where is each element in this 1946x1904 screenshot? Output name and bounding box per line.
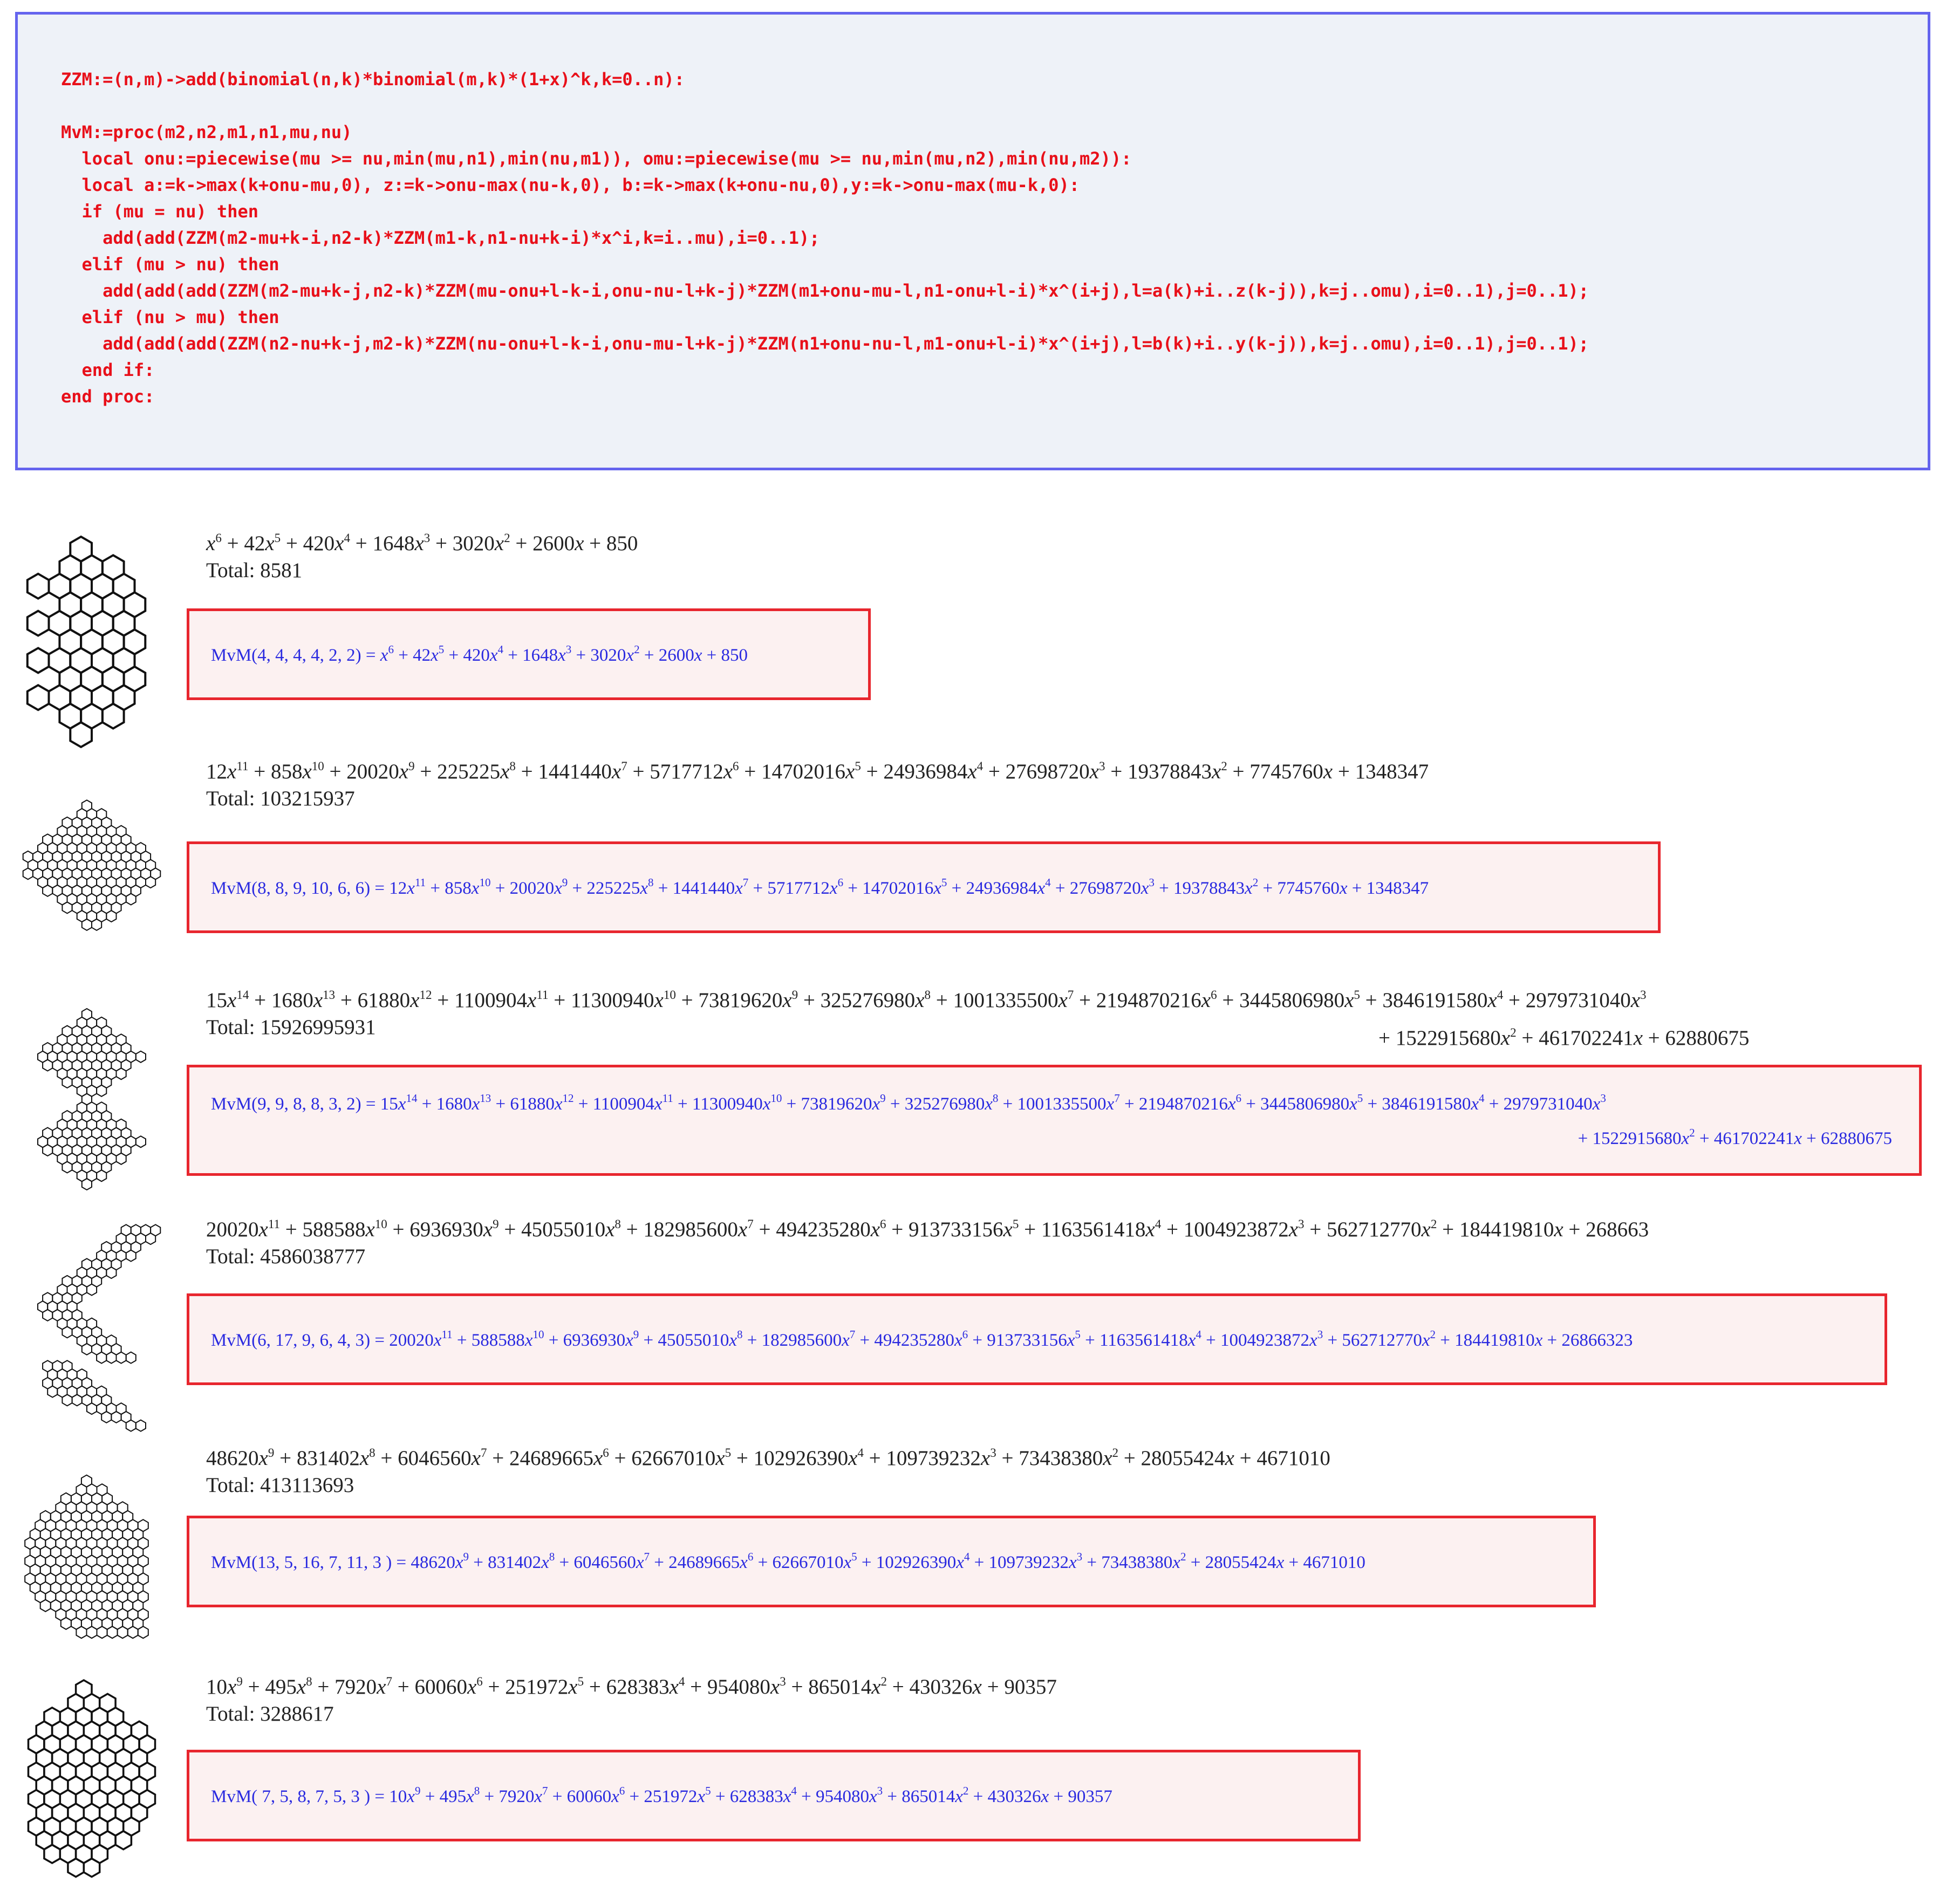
poly-term: $182985600x^7$ xyxy=(643,1217,754,1241)
hexagon-cell xyxy=(40,1600,51,1612)
hexagon-cell xyxy=(106,1267,116,1278)
hexagon-cell xyxy=(87,1403,97,1414)
hexagon-graph-2 xyxy=(22,762,162,977)
poly-term: $6936930x^9$ xyxy=(409,1217,499,1241)
hexagon-cell xyxy=(62,902,72,913)
poly-term: $15x^{14}$ xyxy=(380,1092,418,1114)
polynomial-4: $20020x^{11} + 588588x^{10} + 6936930x^9 + 45055010x^8 + 182985600x^7 + 494235280x^6 + 913733156x^5 + 1163561418x^4 + 1004923872x^3 + 562712770x^2 + 184419810x + 268663$ xyxy=(206,1217,1649,1241)
mvm-call-1: MvM(4, 4, 4, 4, 2, 2) = xyxy=(211,646,380,665)
poly-term: 461702241x xyxy=(1539,1026,1643,1050)
poly-term: $x^6$ xyxy=(206,531,222,555)
poly-term: $20020x^{11}$ xyxy=(206,1217,280,1241)
poly-term: 28055424x xyxy=(1205,1553,1285,1572)
result-poly-6: $10x^9 + 495x^8 + 7920x^7 + 60060x^6 + 251972x^5 + 628383x^4 + 954080x^3 + 865014x^2 + 430326x + 90357$ xyxy=(389,1784,1112,1806)
poly-term: $73438380x^2$ xyxy=(1019,1446,1118,1470)
mvm-call-3: MvM(9, 9, 8, 8, 3, 2) = xyxy=(211,1094,380,1114)
hexagon-cell xyxy=(115,1831,131,1850)
poly-term: $954080x^3$ xyxy=(815,1784,883,1806)
hexagon-cell xyxy=(82,1179,92,1190)
hexagon-cell xyxy=(106,910,116,922)
poly-term: $62667010x^5$ xyxy=(772,1550,857,1572)
result-box-5 xyxy=(187,1516,1596,1607)
poly-term: $45055010x^8$ xyxy=(658,1328,743,1350)
poly-term: $831402x^8$ xyxy=(296,1446,375,1470)
poly-term: $61880x^{12}$ xyxy=(510,1092,574,1114)
poly-term: $12x^{11}$ xyxy=(206,759,249,783)
result-box-4 xyxy=(187,1293,1887,1385)
poly-term: 184419810x xyxy=(1459,1218,1563,1241)
total-5: Total: 413113693 xyxy=(206,1474,354,1497)
hexagon-cell xyxy=(62,1162,72,1173)
result-line-2 xyxy=(211,878,1429,899)
poly-term: $494235280x^6$ xyxy=(874,1328,968,1350)
poly-term: $2194870216x^6$ xyxy=(1138,1092,1241,1114)
hexagon-cell xyxy=(62,1326,72,1338)
hexagon-cell xyxy=(76,1626,86,1638)
polynomial-3: $15x^{14} + 1680x^{13} + 61880x^{12} + 1100904x^{11} + 11300940x^{10} + 73819620x^9 + 325276980x^8 + 1001335500x^7 + 2194870216x^6 + 3445806980x^5 + 3846191580x^4 + 2979731040x^3$ xyxy=(206,988,1647,1012)
poly-term: $73819620x^9$ xyxy=(698,988,798,1012)
poly-term: $6046560x^7$ xyxy=(573,1550,650,1572)
poly-term: $588588x^{10}$ xyxy=(471,1328,544,1350)
poly-term: $73819620x^9$ xyxy=(801,1092,886,1114)
poly-term: $62667010x^5$ xyxy=(631,1446,732,1470)
poly-term: $6936930x^9$ xyxy=(563,1328,639,1350)
polynomial-3-continued: + $1522915680x^2 + 461702241x + 62880675$ xyxy=(1378,1026,1750,1050)
hexagon-cell xyxy=(111,1412,121,1423)
polynomial-6: $10x^9 + 495x^8 + 7920x^7 + 60060x^6 + 251972x^5 + 628383x^4 + 954080x^3 + 865014x^2 + 430326x + 90357$ xyxy=(206,1675,1057,1698)
hexagon-cell xyxy=(84,1859,99,1877)
hexagon-cell xyxy=(103,704,124,729)
poly-term: $1100904x^{11}$ xyxy=(592,1092,673,1114)
hexagon-graph-4 xyxy=(22,1220,162,1436)
code-line: end proc: xyxy=(61,386,155,407)
poly-term: $913733156x^5$ xyxy=(987,1328,1081,1350)
hexagon-cell xyxy=(136,1051,146,1063)
poly-term: $42x^5$ xyxy=(244,531,281,555)
poly-term: $2979731040x^3$ xyxy=(1525,988,1647,1012)
poly-term: 7745760x xyxy=(1277,879,1348,898)
result-line-5 xyxy=(211,1552,1365,1573)
poly-term: $1001335500x^7$ xyxy=(953,988,1074,1012)
poly-term: 90357 xyxy=(1004,1675,1057,1698)
poly-term: $1648x^3$ xyxy=(372,531,431,555)
code-line: end if: xyxy=(61,360,155,380)
hexagon-cell xyxy=(126,1250,136,1262)
hexagon-cell xyxy=(44,1845,60,1863)
poly-term: $3445806980x^5$ xyxy=(1239,988,1360,1012)
hexagon-cell xyxy=(117,1352,126,1364)
poly-term: $5717712x^6$ xyxy=(650,759,739,783)
poly-term: $x^6$ xyxy=(380,643,394,665)
poly-term: $60060x^6$ xyxy=(414,1675,483,1698)
hexagon-cell xyxy=(43,1060,52,1071)
result-line-3 xyxy=(211,1093,1606,1115)
hexagon-cell xyxy=(138,1626,148,1638)
poly-term: $61880x^{12}$ xyxy=(357,988,432,1012)
poly-term: 62880675 xyxy=(1821,1129,1892,1148)
poly-term: $495x^8$ xyxy=(439,1784,480,1806)
poly-term: 430326x xyxy=(909,1675,982,1698)
poly-term: $858x^{10}$ xyxy=(445,876,491,898)
poly-term: $588588x^{10}$ xyxy=(302,1217,387,1241)
poly-term: $6046560x^7$ xyxy=(398,1446,487,1470)
hexagon-cell xyxy=(146,876,155,888)
hexagon-cell xyxy=(117,1068,126,1079)
hexagon-cell xyxy=(117,1153,126,1165)
code-line: add(add(ZZM(m2-mu+k-i,n2-k)*ZZM(m1-k,n1-nu+k-i)*x^i,k=i..mu),i=0..1); xyxy=(61,228,820,248)
poly-term: $325276980x^8$ xyxy=(820,988,931,1012)
poly-term: $7920x^7$ xyxy=(499,1784,548,1806)
poly-term: $3020x^2$ xyxy=(452,531,510,555)
poly-term: $182985600x^7$ xyxy=(761,1328,856,1350)
poly-term: $7920x^7$ xyxy=(334,1675,392,1698)
hexagon-cell xyxy=(146,1233,155,1244)
code-line: ZZM:=(n,m)->add(binomial(n,k)*binomial(m,k)*(1+x)^k,k=0..n): xyxy=(61,69,685,90)
hexagon-cell xyxy=(126,1352,136,1364)
polynomial-2: $12x^{11} + 858x^{10} + 20020x^9 + 225225x^8 + 1441440x^7 + 5717712x^6 + 14702016x^5 + 24936984x^4 + 27698720x^3 + 19378843x^2 + 7745760x + 1348347$ xyxy=(206,759,1429,783)
poly-term: $562712770x^2$ xyxy=(1327,1217,1437,1241)
hexagon-cell xyxy=(72,1394,82,1406)
hexagon-cell xyxy=(97,1352,106,1364)
poly-term: $628383x^4$ xyxy=(729,1784,797,1806)
poly-term: 62880675 xyxy=(1665,1026,1750,1050)
hexagon-cell xyxy=(136,1136,146,1147)
hexagon-cell xyxy=(82,919,92,930)
mvm-call-4: MvM(6, 17, 9, 6, 4, 3) = xyxy=(211,1331,390,1350)
hexagon-cell xyxy=(28,574,49,599)
poly-term: $14702016x^5$ xyxy=(862,876,947,898)
polynomial-1: $x^6 + 42x^5 + 420x^4 + 1648x^3 + 3020x^2 + 2600x + 850$ xyxy=(206,531,638,555)
poly-term: $60060x^6$ xyxy=(566,1784,625,1806)
poly-term: $24936984x^4$ xyxy=(966,876,1051,898)
result-box-1 xyxy=(187,608,871,700)
poly-term: $1522915680x^2$ xyxy=(1592,1126,1695,1148)
hexagon-cell xyxy=(43,1310,52,1321)
result-box-2 xyxy=(187,841,1661,933)
mvm-call-2: MvM(8, 8, 9, 10, 6, 6) = xyxy=(211,879,390,898)
hexagon-cell xyxy=(128,1626,138,1638)
poly-term: 850 xyxy=(721,646,748,665)
hexagon-graph-1 xyxy=(22,534,162,750)
poly-term: $27698720x^3$ xyxy=(1005,759,1105,783)
poly-term: $1680x^{13}$ xyxy=(436,1092,491,1114)
hexagon-cell xyxy=(101,1412,111,1423)
poly-term: $1001335500x^7$ xyxy=(1017,1092,1120,1114)
poly-term: $10x^9$ xyxy=(206,1675,243,1698)
total-6: Total: 3288617 xyxy=(206,1702,334,1725)
poly-term: $42x^5$ xyxy=(413,643,445,665)
result-line-1 xyxy=(211,645,748,666)
result-line-3-continued: + $1522915680x^2 + 461702241x + 62880675$ xyxy=(1578,1126,1892,1148)
hexagon-cell xyxy=(62,1394,72,1406)
poly-term: $11300940x^{10}$ xyxy=(570,988,676,1012)
poly-term: $2979731040x^3$ xyxy=(1503,1092,1606,1114)
poly-term: $562712770x^2$ xyxy=(1342,1328,1436,1350)
result-poly-4: $20020x^{11} + 588588x^{10} + 6936930x^9 + 45055010x^8 + 182985600x^7 + 494235280x^6 + 913733156x^5 + 1163561418x^4 + 1004923872x^3 + 562712770x^2 + 184419810x + 26866323$ xyxy=(389,1328,1633,1350)
poly-term: 90357 xyxy=(1068,1787,1112,1806)
poly-term: 2600x xyxy=(532,532,584,555)
result-poly-1: $x^6 + 42x^5 + 420x^4 + 1648x^3 + 3020x^2 + 2600x + 850$ xyxy=(380,643,748,665)
poly-term: $19378843x^2$ xyxy=(1173,876,1259,898)
poly-term: 28055424x xyxy=(1141,1447,1234,1470)
poly-term: $27698720x^3$ xyxy=(1069,876,1155,898)
hexagon-cell xyxy=(62,1077,72,1088)
hexagon-cell xyxy=(43,885,52,896)
poly-term: $225225x^8$ xyxy=(437,759,516,783)
poly-term: 7745760x xyxy=(1249,760,1333,783)
poly-term: $1100904x^{11}$ xyxy=(454,988,549,1012)
poly-term: $24689665x^6$ xyxy=(668,1550,754,1572)
hexagon-cell xyxy=(87,1284,97,1296)
poly-term: $11300940x^{10}$ xyxy=(692,1092,782,1114)
poly-term: $3445806980x^5$ xyxy=(1260,1092,1363,1114)
poly-term: $1522915680x^2$ xyxy=(1395,1026,1517,1050)
poly-term: $14702016x^5$ xyxy=(761,759,861,783)
result-poly-3: $15x^{14} + 1680x^{13} + 61880x^{12} + 1100904x^{11} + 11300940x^{10} + 73819620x^9 + 325276980x^8 + 1001335500x^7 + 2194870216x^6 + 3445806980x^5 + 3846191580x^4 + 2979731040x^3$ xyxy=(380,1092,1606,1114)
hexagon-cell xyxy=(118,1626,128,1638)
result-line-6 xyxy=(211,1786,1112,1807)
hexagon-cell xyxy=(28,611,49,636)
total-3: Total: 15926995931 xyxy=(206,1016,376,1039)
poly-term: $109739232x^3$ xyxy=(988,1550,1083,1572)
poly-term: $102926390x^4$ xyxy=(876,1550,970,1572)
poly-term: $48620x^9$ xyxy=(411,1550,469,1572)
hexagon-cell xyxy=(47,1386,57,1398)
hexagon-graph-6 xyxy=(22,1677,162,1893)
poly-term: $494235280x^6$ xyxy=(776,1217,886,1241)
hexagon-cell xyxy=(97,1170,106,1181)
code-panel xyxy=(15,12,1930,470)
poly-term: $2194870216x^6$ xyxy=(1096,988,1217,1012)
poly-term: $495x^8$ xyxy=(265,1675,312,1698)
poly-term: $865014x^2$ xyxy=(902,1784,969,1806)
hexagon-cell xyxy=(107,1626,118,1638)
hexagon-cell xyxy=(43,1145,52,1156)
hexagon-cell xyxy=(97,1085,106,1097)
poly-term: $1163561418x^4$ xyxy=(1041,1217,1162,1241)
poly-term: $954080x^3$ xyxy=(707,1675,786,1698)
poly-term: $3846191580x^4$ xyxy=(1382,1092,1485,1114)
result-box-6 xyxy=(187,1750,1361,1841)
poly-term: 1348347 xyxy=(1366,879,1429,898)
poly-term: $12x^{11}$ xyxy=(389,876,426,898)
poly-term: $251972x^5$ xyxy=(505,1675,584,1698)
poly-term: $865014x^2$ xyxy=(808,1675,887,1698)
poly-term: 4671010 xyxy=(1303,1553,1365,1572)
poly-term: $251972x^5$ xyxy=(644,1784,711,1806)
code-line: if (mu = nu) then xyxy=(61,201,259,222)
result-box-3 xyxy=(187,1065,1922,1176)
code-line: add(add(add(ZZM(m2-mu+k-j,n2-k)*ZZM(mu-onu+l-k-i,onu-nu-l+k-j)*ZZM(m1+onu-mu-l,n1-onu+l-i)*x^(i+j),l=a(k)+i..z(k-j)),k=j..omu),i=0..1),j=0..1); xyxy=(61,280,1589,301)
poly-term: $1004923872x^3$ xyxy=(1220,1328,1323,1350)
hexagon-cell xyxy=(126,1420,136,1432)
mvm-call-6: MvM( 7, 5, 8, 7, 5, 3 ) = xyxy=(211,1787,390,1806)
poly-term: $3846191580x^4$ xyxy=(1382,988,1504,1012)
poly-term: $20020x^9$ xyxy=(346,759,415,783)
poly-term: 430326x xyxy=(987,1787,1049,1806)
poly-term: $1680x^{13}$ xyxy=(271,988,336,1012)
code-line: add(add(add(ZZM(n2-nu+k-j,m2-k)*ZZM(nu-onu+l-k-i,onu-mu-l+k-j)*ZZM(n1+onu-nu-l,m1-onu+l-i)*x^(i+j),l=b(k)+i..y(k-j)),k=j..omu),i=0..1),j=0..1); xyxy=(61,333,1589,354)
poly-term: $24936984x^4$ xyxy=(883,759,984,783)
poly-term: 2600x xyxy=(658,646,702,665)
poly-term: $10x^9$ xyxy=(389,1784,421,1806)
code-line: elif (nu > mu) then xyxy=(61,307,279,327)
poly-term: $225225x^8$ xyxy=(586,876,654,898)
result-line-4 xyxy=(211,1330,1633,1351)
poly-term: $831402x^8$ xyxy=(488,1550,555,1572)
poly-term: $1163561418x^4$ xyxy=(1099,1328,1201,1350)
hexagon-cell xyxy=(126,894,136,905)
poly-term: $325276980x^8$ xyxy=(904,1092,999,1114)
poly-term: $3020x^2$ xyxy=(590,643,640,665)
poly-term: $20020x^{11}$ xyxy=(389,1328,453,1350)
code-line: local onu:=piecewise(mu >= nu,min(mu,n1),min(nu,m1)), omu:=piecewise(mu >= nu,min(mu,n2),min(nu,m2)): xyxy=(61,148,1132,169)
hexagon-cell xyxy=(87,1626,97,1638)
poly-term: $15x^{14}$ xyxy=(206,988,249,1012)
code-line: MvM:=proc(m2,n2,m1,n1,mu,nu) xyxy=(61,122,352,142)
polynomial-5: $48620x^9 + 831402x^8 + 6046560x^7 + 24689665x^6 + 62667010x^5 + 102926390x^4 + 109739232x^3 + 73438380x^2 + 28055424x + 4671010$ xyxy=(206,1446,1330,1470)
hexagon-graph-3 xyxy=(22,991,162,1207)
poly-term: $1441440x^7$ xyxy=(672,876,749,898)
hexagon-cell xyxy=(92,919,101,930)
mvm-call-5: MvM(13, 5, 16, 7, 11, 3 ) = xyxy=(211,1553,411,1572)
poly-term: 461702241x xyxy=(1713,1129,1802,1148)
poly-term: $20020x^9$ xyxy=(509,876,568,898)
result-poly-5: $48620x^9 + 831402x^8 + 6046560x^7 + 24689665x^6 + 62667010x^5 + 102926390x^4 + 109739232x^3 + 73438380x^2 + 28055424x + 4671010$ xyxy=(411,1550,1365,1572)
total-4: Total: 4586038777 xyxy=(206,1245,366,1268)
poly-term: $5717712x^6$ xyxy=(767,876,844,898)
code-line: local a:=k->max(k+onu-mu,0), z:=k->onu-max(nu-k,0), b:=k->max(k+onu-nu,0),y:=k->onu-max(mu-k,0): xyxy=(61,175,1080,195)
poly-term: $48620x^9$ xyxy=(206,1446,275,1470)
poly-term: $102926390x^4$ xyxy=(753,1446,864,1470)
hexagon-cell xyxy=(28,648,49,673)
hexagon-cell xyxy=(28,685,49,710)
poly-term: $73438380x^2$ xyxy=(1101,1550,1186,1572)
result-poly-2: $12x^{11} + 858x^{10} + 20020x^9 + 225225x^8 + 1441440x^7 + 5717712x^6 + 14702016x^5 + 24936984x^4 + 27698720x^3 + 19378843x^2 + 7745760x + 1348347$ xyxy=(389,876,1429,898)
poly-term: $24689665x^6$ xyxy=(509,1446,609,1470)
poly-term: $858x^{10}$ xyxy=(270,759,324,783)
poly-term: $420x^4$ xyxy=(303,531,350,555)
hexagon-cell xyxy=(97,1626,107,1638)
code-line: elif (mu > nu) then xyxy=(61,254,279,275)
poly-term: $45055010x^8$ xyxy=(521,1217,621,1241)
poly-term: $19378843x^2$ xyxy=(1127,759,1227,783)
hexagon-cell xyxy=(136,1420,146,1432)
poly-term: 26866323 xyxy=(1561,1331,1633,1350)
hexagon-graph-5 xyxy=(22,1449,162,1665)
poly-term: $109739232x^3$ xyxy=(886,1446,996,1470)
poly-term: $1004923872x^3$ xyxy=(1183,1217,1305,1241)
hexagon-cell xyxy=(68,1859,84,1877)
poly-term: $420x^4$ xyxy=(463,643,503,665)
poly-term: 268663 xyxy=(1586,1218,1649,1241)
hexagon-cell xyxy=(61,1618,71,1629)
poly-term: $1648x^3$ xyxy=(522,643,572,665)
total-1: Total: 8581 xyxy=(206,559,303,582)
hexagon-cell xyxy=(70,722,92,747)
hexagon-cell xyxy=(23,868,33,879)
poly-term: $628383x^4$ xyxy=(606,1675,685,1698)
total-2: Total: 103215937 xyxy=(206,787,355,810)
hexagon-cell xyxy=(106,1352,116,1364)
poly-term: 850 xyxy=(606,532,638,555)
poly-term: 184419810x xyxy=(1455,1331,1543,1350)
poly-term: $913733156x^5$ xyxy=(909,1217,1019,1241)
poly-term: 1348347 xyxy=(1355,760,1429,783)
poly-term: $1441440x^7$ xyxy=(538,759,627,783)
poly-term: 4671010 xyxy=(1257,1447,1330,1470)
hexagon-cell xyxy=(82,1344,92,1355)
